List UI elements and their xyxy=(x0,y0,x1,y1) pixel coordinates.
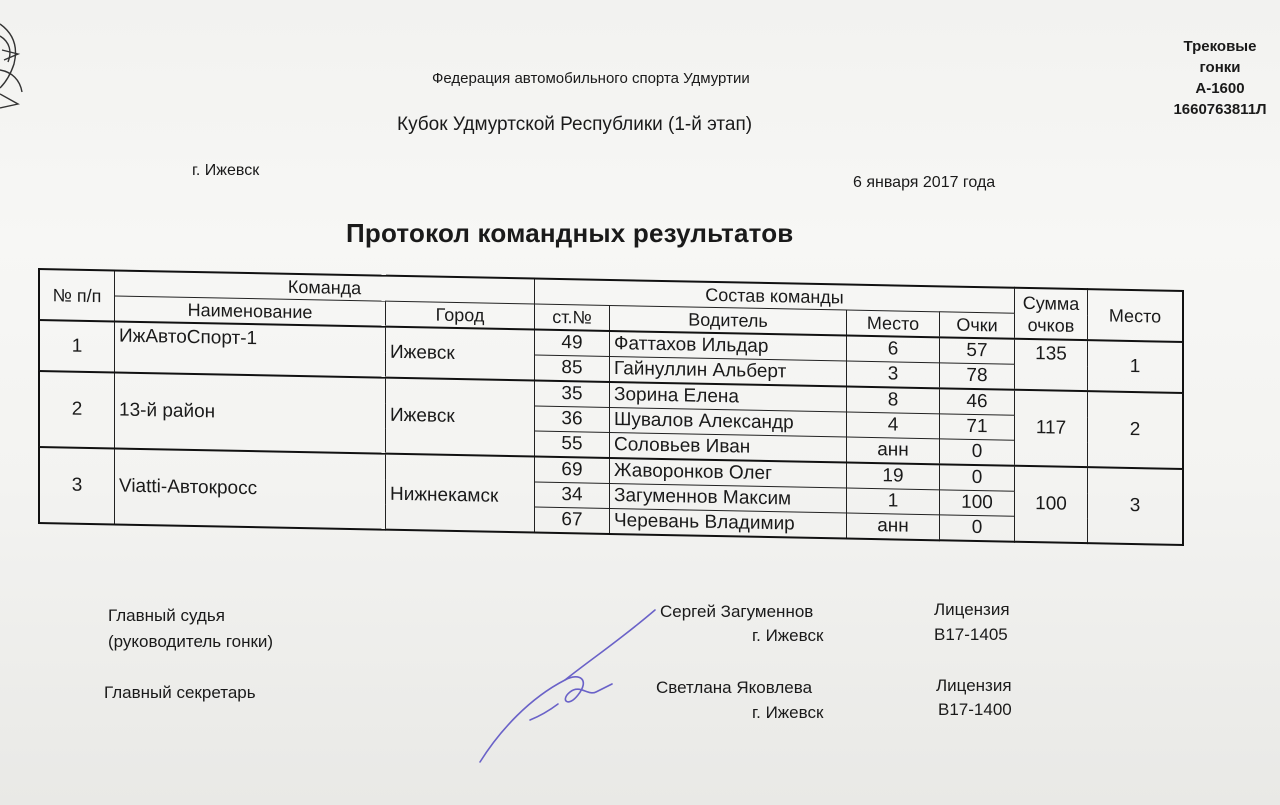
driver-place: 19 xyxy=(847,463,940,490)
team-city: Ижевск xyxy=(386,378,535,457)
driver-name: Гайнуллин Альберт xyxy=(610,356,847,386)
judge-name: Сергей Загуменнов xyxy=(660,602,814,621)
start-number: 36 xyxy=(535,406,610,432)
team-name: ИжАвтоСпорт-1 xyxy=(115,321,386,377)
driver-name: Фаттахов Ильдар xyxy=(610,331,847,361)
driver-place: 4 xyxy=(847,412,940,439)
race-code: 1660763811Л xyxy=(1173,101,1267,118)
team-name: Viatti-Автокросс xyxy=(115,448,386,529)
driver-name: Зорина Елена xyxy=(610,382,847,412)
judge-role: Главный судья xyxy=(108,606,225,625)
team-num: 2 xyxy=(39,371,115,448)
team-city: Нижнекамск xyxy=(386,454,535,533)
team-rank: 3 xyxy=(1088,467,1184,545)
driver-place: 1 xyxy=(847,488,940,515)
driver-points: 100 xyxy=(940,490,1015,516)
team-name: 13-й район xyxy=(115,372,386,453)
header-place: Место xyxy=(847,310,940,337)
driver-place: 3 xyxy=(847,361,940,388)
race-class-block xyxy=(1164,36,1276,120)
header-name: Наименование xyxy=(115,296,386,327)
secretary-name: Светлана Яковлева xyxy=(656,678,813,697)
header-points: Очки xyxy=(940,312,1015,339)
driver-place: 8 xyxy=(847,387,940,414)
secretary-city: г. Ижевск xyxy=(752,703,824,722)
judge-license-label: Лицензия xyxy=(934,600,1010,619)
team-sum: 117 xyxy=(1015,390,1088,467)
results-table-wrapper xyxy=(38,268,1184,546)
race-class: А-1600 xyxy=(1195,80,1245,97)
team-rank: 2 xyxy=(1088,391,1184,469)
team-num: 3 xyxy=(39,447,115,524)
judge-license: В17-1405 xyxy=(934,625,1008,644)
driver-points: 46 xyxy=(940,388,1015,415)
federation-emblem-icon xyxy=(0,14,32,110)
driver-place: анн xyxy=(847,513,940,540)
driver-place: 6 xyxy=(847,336,940,363)
header-driver: Водитель xyxy=(610,305,847,335)
header-sum: Сумма очков xyxy=(1015,288,1088,340)
driver-name: Соловьев Иван xyxy=(610,432,847,462)
federation-name: Федерация автомобильного спорта Удмуртии xyxy=(432,70,750,87)
results-table xyxy=(38,268,1184,546)
team-sum: 100 xyxy=(1015,466,1088,543)
driver-points: 78 xyxy=(940,363,1015,390)
header-team: Команда xyxy=(115,270,535,304)
start-number: 34 xyxy=(535,482,610,508)
driver-name: Черевань Владимир xyxy=(610,508,847,538)
race-type-line: Трековые xyxy=(1183,38,1257,55)
team-city: Ижевск xyxy=(386,327,535,381)
driver-name: Шувалов Александр xyxy=(610,407,847,437)
secretary-license: В17-1400 xyxy=(938,700,1012,719)
team-rank: 1 xyxy=(1088,340,1184,393)
header-composition: Состав команды xyxy=(535,279,1015,314)
driver-points: 0 xyxy=(940,515,1015,542)
event-city: г. Ижевск xyxy=(192,162,260,179)
start-number: 35 xyxy=(535,381,610,408)
driver-place: анн xyxy=(847,437,940,464)
driver-points: 0 xyxy=(940,464,1015,491)
judge-city: г. Ижевск xyxy=(752,626,824,645)
driver-points: 71 xyxy=(940,414,1015,440)
driver-points: 0 xyxy=(940,439,1015,466)
judge-role-note: (руководитель гонки) xyxy=(108,632,274,651)
event-date: 6 января 2017 года xyxy=(853,174,996,191)
secretary-license-label: Лицензия xyxy=(936,676,1012,695)
handwritten-signature xyxy=(470,600,670,770)
start-number: 67 xyxy=(535,507,610,534)
header-start: ст.№ xyxy=(535,304,610,331)
team-sum: 135 xyxy=(1015,339,1088,391)
start-number: 49 xyxy=(535,330,610,357)
driver-points: 57 xyxy=(940,337,1015,364)
start-number: 69 xyxy=(535,457,610,484)
header-city: Город xyxy=(386,301,535,329)
team-num: 1 xyxy=(39,320,115,372)
driver-name: Загуменнов Максим xyxy=(610,483,847,513)
header-rank: Место xyxy=(1088,289,1184,342)
start-number: 85 xyxy=(535,355,610,382)
cup-title: Кубок Удмуртской Республики (1-й этап) xyxy=(397,114,753,135)
secretary-role: Главный секретарь xyxy=(104,683,256,702)
page-title: Протокол командных результатов xyxy=(346,218,794,248)
race-type-line: гонки xyxy=(1199,59,1241,76)
header-num: № п/п xyxy=(39,269,115,321)
start-number: 55 xyxy=(535,431,610,458)
driver-name: Жаворонков Олег xyxy=(610,458,847,488)
